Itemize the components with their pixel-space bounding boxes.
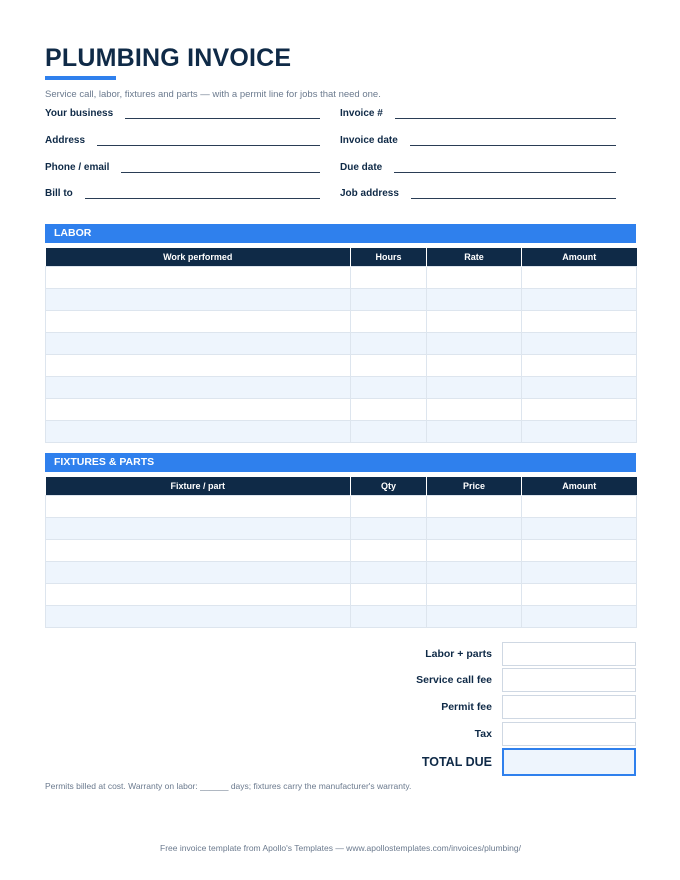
labor-cell[interactable] bbox=[46, 421, 351, 443]
labor-rows bbox=[46, 267, 637, 443]
phone-email-label: Phone / email bbox=[45, 162, 110, 173]
parts-cell[interactable] bbox=[427, 540, 522, 562]
parts-cell[interactable] bbox=[351, 518, 427, 540]
labor-section-header: LABOR bbox=[45, 224, 636, 243]
labor-cell[interactable] bbox=[522, 333, 637, 355]
parts-col-price: Price bbox=[427, 477, 522, 496]
labor-cell[interactable] bbox=[46, 311, 351, 333]
labor-cell[interactable] bbox=[46, 399, 351, 421]
labor-cell[interactable] bbox=[427, 421, 522, 443]
labor-cell[interactable] bbox=[46, 289, 351, 311]
total-due-row bbox=[45, 748, 636, 772]
invoice-date-line[interactable] bbox=[410, 144, 616, 146]
parts-cell[interactable] bbox=[46, 540, 351, 562]
labor-header-row bbox=[46, 248, 637, 267]
labor-row bbox=[46, 355, 637, 377]
labor-cell[interactable] bbox=[351, 421, 427, 443]
labor-cell[interactable] bbox=[522, 399, 637, 421]
labor-col-work: Work performed bbox=[46, 248, 351, 267]
parts-section-header: FIXTURES & PARTS bbox=[45, 453, 636, 472]
labor-cell[interactable] bbox=[351, 267, 427, 289]
parts-cell[interactable] bbox=[522, 518, 637, 540]
tax-label: Tax bbox=[474, 728, 492, 740]
permit-fee-row bbox=[45, 695, 636, 719]
parts-cell[interactable] bbox=[427, 606, 522, 628]
labor-cell[interactable] bbox=[522, 421, 637, 443]
labor-parts-row bbox=[45, 642, 636, 666]
labor-cell[interactable] bbox=[46, 355, 351, 377]
parts-row bbox=[46, 518, 637, 540]
labor-cell[interactable] bbox=[522, 311, 637, 333]
parts-cell[interactable] bbox=[351, 584, 427, 606]
service-call-fee-box[interactable] bbox=[502, 668, 636, 692]
parts-col-amount: Amount bbox=[522, 477, 637, 496]
address-label: Address bbox=[45, 135, 86, 146]
parts-col-fixture: Fixture / part bbox=[46, 477, 351, 496]
job-address-line[interactable] bbox=[411, 197, 616, 199]
labor-cell[interactable] bbox=[351, 333, 427, 355]
title-underline bbox=[45, 76, 116, 80]
parts-cell[interactable] bbox=[351, 606, 427, 628]
bill-to-label: Bill to bbox=[45, 188, 73, 199]
parts-cell[interactable] bbox=[522, 496, 637, 518]
labor-row bbox=[46, 267, 637, 289]
parts-cell[interactable] bbox=[427, 496, 522, 518]
bill-to-field[interactable] bbox=[45, 184, 320, 200]
parts-cell[interactable] bbox=[46, 584, 351, 606]
labor-col-hours: Hours bbox=[351, 248, 427, 267]
labor-cell[interactable] bbox=[522, 267, 637, 289]
your-business-label: Your business bbox=[45, 108, 114, 119]
parts-cell[interactable] bbox=[351, 562, 427, 584]
parts-cell[interactable] bbox=[522, 584, 637, 606]
permit-fee-label: Permit fee bbox=[441, 701, 492, 713]
parts-cell[interactable] bbox=[522, 562, 637, 584]
invoice-number-field[interactable] bbox=[340, 104, 616, 120]
labor-parts-box[interactable] bbox=[502, 642, 636, 666]
parts-row bbox=[46, 584, 637, 606]
labor-cell[interactable] bbox=[427, 289, 522, 311]
labor-cell[interactable] bbox=[427, 267, 522, 289]
labor-row bbox=[46, 289, 637, 311]
parts-table bbox=[45, 477, 637, 628]
labor-col-amount: Amount bbox=[522, 248, 637, 267]
parts-cell[interactable] bbox=[46, 562, 351, 584]
total-due-box[interactable] bbox=[502, 748, 636, 776]
parts-cell[interactable] bbox=[427, 518, 522, 540]
labor-row bbox=[46, 421, 637, 443]
service-call-fee-row bbox=[45, 668, 636, 692]
invoice-number-label: Invoice # bbox=[340, 108, 383, 119]
labor-cell[interactable] bbox=[427, 399, 522, 421]
labor-cell[interactable] bbox=[46, 267, 351, 289]
bill-to-line[interactable] bbox=[85, 197, 320, 199]
parts-cell[interactable] bbox=[46, 496, 351, 518]
parts-cell[interactable] bbox=[427, 562, 522, 584]
parts-row bbox=[46, 562, 637, 584]
due-date-field[interactable] bbox=[340, 158, 616, 174]
permit-fee-box[interactable] bbox=[502, 695, 636, 719]
invoice-date-field[interactable] bbox=[340, 131, 616, 147]
labor-col-rate: Rate bbox=[427, 248, 522, 267]
parts-rows bbox=[46, 496, 637, 628]
parts-cell[interactable] bbox=[522, 606, 637, 628]
job-address-field[interactable] bbox=[340, 184, 616, 200]
job-address-label: Job address bbox=[340, 188, 399, 199]
service-call-fee-label: Service call fee bbox=[416, 674, 492, 686]
labor-cell[interactable] bbox=[351, 399, 427, 421]
your-business-field[interactable] bbox=[45, 104, 320, 120]
due-date-line[interactable] bbox=[394, 171, 616, 173]
total-due-label: TOTAL DUE bbox=[421, 755, 492, 769]
address-line[interactable] bbox=[97, 144, 320, 146]
tax-row bbox=[45, 722, 636, 746]
page-footer: Free invoice template from Apollo's Templates — www.apollostemplates.com/invoices/plumbing/ bbox=[160, 843, 521, 853]
parts-cell[interactable] bbox=[351, 496, 427, 518]
parts-col-qty: Qty bbox=[351, 477, 427, 496]
labor-row bbox=[46, 399, 637, 421]
labor-cell[interactable] bbox=[522, 377, 637, 399]
labor-cell[interactable] bbox=[351, 289, 427, 311]
phone-email-line[interactable] bbox=[121, 171, 320, 173]
page-subtitle: Service call, labor, fixtures and parts — with a permit line for jobs that need one. bbox=[45, 89, 381, 100]
labor-cell[interactable] bbox=[522, 289, 637, 311]
labor-table bbox=[45, 248, 637, 443]
labor-cell[interactable] bbox=[427, 377, 522, 399]
labor-cell[interactable] bbox=[427, 355, 522, 377]
parts-row bbox=[46, 606, 637, 628]
warranty-note: Permits billed at cost. Warranty on labor: ______ days; fixtures carry the manufacturer's warranty. bbox=[45, 781, 412, 791]
labor-row bbox=[46, 333, 637, 355]
labor-cell[interactable] bbox=[522, 355, 637, 377]
parts-row bbox=[46, 540, 637, 562]
parts-cell[interactable] bbox=[351, 540, 427, 562]
parts-header-row bbox=[46, 477, 637, 496]
due-date-label: Due date bbox=[340, 162, 383, 173]
labor-cell[interactable] bbox=[427, 311, 522, 333]
parts-cell[interactable] bbox=[427, 584, 522, 606]
labor-cell[interactable] bbox=[46, 377, 351, 399]
invoice-number-line[interactable] bbox=[395, 117, 616, 119]
labor-cell[interactable] bbox=[46, 333, 351, 355]
labor-parts-label: Labor + parts bbox=[425, 648, 492, 660]
parts-cell[interactable] bbox=[46, 518, 351, 540]
phone-email-field[interactable] bbox=[45, 158, 320, 174]
parts-row bbox=[46, 496, 637, 518]
labor-cell[interactable] bbox=[427, 333, 522, 355]
page-title: PLUMBING INVOICE bbox=[45, 44, 292, 72]
labor-cell[interactable] bbox=[351, 311, 427, 333]
parts-cell[interactable] bbox=[46, 606, 351, 628]
address-field[interactable] bbox=[45, 131, 320, 147]
your-business-line[interactable] bbox=[125, 117, 320, 119]
parts-cell[interactable] bbox=[522, 540, 637, 562]
labor-cell[interactable] bbox=[351, 377, 427, 399]
labor-cell[interactable] bbox=[351, 355, 427, 377]
labor-row bbox=[46, 377, 637, 399]
tax-box[interactable] bbox=[502, 722, 636, 746]
labor-row bbox=[46, 311, 637, 333]
invoice-date-label: Invoice date bbox=[340, 135, 398, 146]
